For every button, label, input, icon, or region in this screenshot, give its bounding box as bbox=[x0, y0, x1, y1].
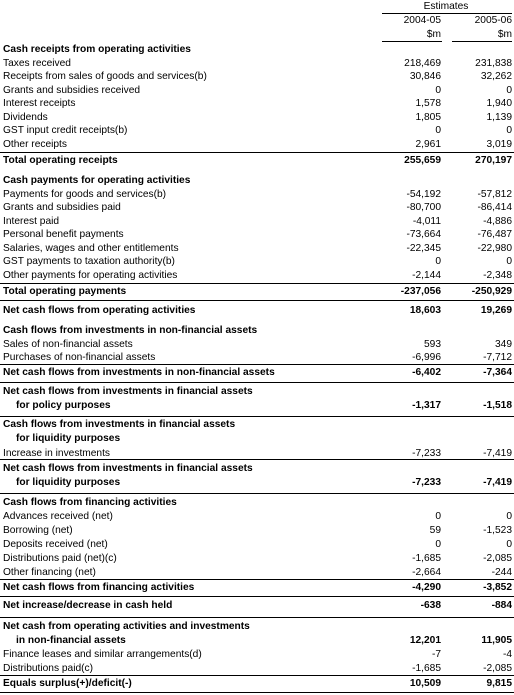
row-label: Purchases of non-financial assets bbox=[3, 352, 156, 363]
value-2005-06: -1,518 bbox=[483, 400, 512, 411]
row-separator bbox=[0, 675, 514, 676]
row-label: Distributions paid (net)(c) bbox=[3, 553, 117, 564]
table-row bbox=[0, 351, 514, 365]
table-row bbox=[0, 285, 514, 299]
col-2004-05-heading: 2004-05 bbox=[403, 15, 441, 26]
value-2005-06: -4,886 bbox=[483, 215, 512, 227]
row-separator bbox=[0, 382, 514, 383]
row-label: Cash flows from financing activities bbox=[3, 497, 177, 508]
row-label: Advances received (net) bbox=[3, 511, 113, 522]
table-row bbox=[0, 620, 514, 634]
col2-unit-rule bbox=[452, 41, 512, 42]
row-separator bbox=[0, 416, 514, 417]
row-label: Cash flows from investments in non-financial assets bbox=[3, 325, 258, 336]
value-2004-05: -7,233 bbox=[412, 477, 441, 488]
value-2004-05: 30,846 bbox=[409, 71, 441, 82]
table-row bbox=[0, 510, 514, 524]
row-label: Deposits received (net) bbox=[3, 539, 108, 550]
row-label: Grants and subsidies paid bbox=[3, 202, 121, 213]
row-separator bbox=[0, 364, 514, 365]
table-row bbox=[0, 634, 514, 648]
value-2004-05: 0 bbox=[435, 84, 441, 96]
value-2005-06: -7,419 bbox=[483, 448, 512, 459]
col-2005-06-unit: $m bbox=[497, 29, 512, 40]
row-separator bbox=[0, 617, 514, 618]
row-label: Increase in investments bbox=[3, 448, 111, 459]
value-2005-06: -57,812 bbox=[477, 188, 512, 200]
value-2004-05: -4,290 bbox=[412, 582, 441, 593]
value-2004-05: -54,192 bbox=[406, 188, 441, 200]
row-label: Sales of non-financial assets bbox=[3, 338, 133, 350]
row-label: Interest receipts bbox=[3, 98, 76, 109]
row-label: Net cash flows from investments in non-financial assets bbox=[3, 367, 275, 378]
table-row bbox=[0, 201, 514, 215]
row-separator bbox=[0, 579, 514, 580]
row-label: GST payments to taxation authority(b) bbox=[3, 256, 175, 267]
row-separator bbox=[0, 300, 514, 301]
value-2005-06: 0 bbox=[506, 539, 512, 550]
table-row bbox=[0, 97, 514, 111]
row-label: Other financing (net) bbox=[3, 567, 96, 578]
value-2004-05: -638 bbox=[420, 600, 441, 611]
value-2005-06: -884 bbox=[491, 600, 512, 611]
value-2005-06: -2,348 bbox=[483, 269, 512, 281]
row-label: Net cash flows from investments in financial assets bbox=[3, 386, 253, 397]
value-2004-05: -6,996 bbox=[412, 352, 441, 363]
table-row bbox=[0, 174, 514, 188]
row-label: Borrowing (net) bbox=[3, 525, 73, 536]
value-2004-05: -73,664 bbox=[406, 229, 441, 240]
table-row bbox=[0, 124, 514, 138]
table-row bbox=[0, 269, 514, 283]
table-row bbox=[0, 70, 514, 84]
value-2005-06: -7,419 bbox=[483, 477, 512, 488]
value-2004-05: -1,685 bbox=[412, 553, 441, 564]
header-year-row bbox=[0, 14, 514, 28]
table-row bbox=[0, 242, 514, 256]
value-2004-05: -237,056 bbox=[400, 286, 441, 297]
row-separator bbox=[0, 152, 514, 153]
value-2005-06: 9,815 bbox=[486, 678, 512, 689]
value-2004-05: 0 bbox=[435, 539, 441, 550]
row-label: Salaries, wages and other entitlements bbox=[3, 242, 179, 254]
row-separator bbox=[0, 283, 514, 284]
value-2005-06: 231,838 bbox=[475, 57, 512, 69]
value-2005-06: -7,364 bbox=[483, 367, 512, 378]
table-row bbox=[0, 476, 514, 490]
value-2005-06: -4 bbox=[502, 649, 512, 660]
row-label: Net cash flows from operating activities bbox=[3, 305, 196, 316]
value-2005-06: -3,852 bbox=[483, 582, 512, 593]
value-2005-06: 0 bbox=[506, 84, 512, 96]
table-row bbox=[0, 366, 514, 380]
row-label: for policy purposes bbox=[16, 400, 111, 411]
table-row bbox=[0, 188, 514, 202]
row-separator bbox=[0, 493, 514, 494]
value-2004-05: 0 bbox=[435, 511, 441, 522]
table-row bbox=[0, 599, 514, 613]
col-2004-05-unit: $m bbox=[426, 29, 441, 40]
value-2004-05: -80,700 bbox=[406, 202, 441, 213]
value-2005-06: -244 bbox=[491, 567, 512, 578]
row-label: for liquidity purposes bbox=[16, 433, 121, 444]
value-2005-06: 0 bbox=[506, 511, 512, 522]
value-2005-06: 1,940 bbox=[486, 98, 512, 109]
table-row bbox=[0, 138, 514, 152]
table-row bbox=[0, 154, 514, 168]
value-2005-06: -250,929 bbox=[471, 286, 512, 297]
table-bottom-rule bbox=[0, 692, 514, 693]
row-label: Other receipts bbox=[3, 138, 67, 150]
value-2005-06: 270,197 bbox=[475, 155, 512, 166]
row-label: Equals surplus(+)/deficit(-) bbox=[3, 678, 132, 689]
table-row bbox=[0, 524, 514, 538]
value-2004-05: 218,469 bbox=[404, 57, 441, 69]
table-row bbox=[0, 43, 514, 57]
row-label: GST input credit receipts(b) bbox=[3, 125, 128, 136]
estimates-heading: Estimates bbox=[423, 1, 469, 12]
value-2005-06: -22,980 bbox=[477, 242, 512, 254]
value-2004-05: 12,201 bbox=[409, 635, 441, 646]
row-label: Other payments for operating activities bbox=[3, 269, 178, 281]
value-2004-05: -2,664 bbox=[412, 567, 441, 578]
value-2004-05: 0 bbox=[435, 125, 441, 136]
row-label: Finance leases and similar arrangements(d) bbox=[3, 649, 202, 660]
table-row bbox=[0, 648, 514, 662]
row-label: Net cash from operating activities and investments bbox=[3, 621, 250, 632]
value-2004-05: -22,345 bbox=[406, 242, 441, 254]
value-2005-06: -76,487 bbox=[477, 229, 512, 240]
value-2005-06: 349 bbox=[495, 338, 512, 350]
table-row bbox=[0, 215, 514, 229]
table-row bbox=[0, 418, 514, 432]
value-2004-05: 0 bbox=[435, 256, 441, 267]
table-row bbox=[0, 255, 514, 269]
table-row bbox=[0, 324, 514, 338]
row-separator bbox=[0, 459, 514, 460]
table-row bbox=[0, 304, 514, 318]
value-2004-05: 2,961 bbox=[415, 138, 441, 150]
value-2005-06: -7,712 bbox=[483, 352, 512, 363]
value-2004-05: 10,509 bbox=[409, 678, 441, 689]
value-2005-06: 1,139 bbox=[486, 111, 512, 123]
value-2005-06: -2,085 bbox=[483, 663, 512, 674]
table-row bbox=[0, 57, 514, 71]
row-label: Net increase/decrease in cash held bbox=[3, 600, 173, 611]
row-label: Dividends bbox=[3, 111, 48, 123]
row-label: Total operating receipts bbox=[3, 155, 118, 166]
table-row bbox=[0, 662, 514, 676]
value-2004-05: -7,233 bbox=[412, 448, 441, 459]
table-row bbox=[0, 552, 514, 566]
header-unit-row bbox=[0, 28, 514, 42]
row-label: Interest paid bbox=[3, 215, 60, 227]
table-row bbox=[0, 538, 514, 552]
row-label: for liquidity purposes bbox=[16, 477, 121, 488]
value-2005-06: 0 bbox=[506, 125, 512, 136]
table-row bbox=[0, 338, 514, 352]
table-row bbox=[0, 228, 514, 242]
value-2005-06: 0 bbox=[506, 256, 512, 267]
value-2004-05: 593 bbox=[424, 338, 441, 350]
value-2005-06: -2,085 bbox=[483, 553, 512, 564]
row-label: Cash receipts from operating activities bbox=[3, 44, 191, 55]
value-2004-05: -2,144 bbox=[412, 269, 441, 281]
value-2005-06: 32,262 bbox=[480, 71, 512, 82]
table-row bbox=[0, 84, 514, 98]
value-2004-05: 1,578 bbox=[415, 98, 441, 109]
value-2004-05: 18,603 bbox=[409, 305, 441, 316]
value-2005-06: -1,523 bbox=[483, 525, 512, 536]
row-label: Taxes received bbox=[3, 57, 71, 69]
table-row bbox=[0, 385, 514, 399]
table-row bbox=[0, 111, 514, 125]
row-label: Cash flows from investments in financial assets bbox=[3, 419, 236, 430]
table-row bbox=[0, 462, 514, 476]
table-row bbox=[0, 677, 514, 691]
table-row bbox=[0, 496, 514, 510]
value-2005-06: -86,414 bbox=[477, 202, 512, 213]
value-2005-06: 11,905 bbox=[481, 635, 512, 646]
value-2004-05: -7 bbox=[431, 649, 441, 660]
table-row bbox=[0, 399, 514, 413]
value-2004-05: -4,011 bbox=[412, 215, 441, 227]
row-label: Net cash flows from financing activities bbox=[3, 582, 195, 593]
value-2004-05: -1,685 bbox=[412, 663, 441, 674]
col-2005-06-heading: 2005-06 bbox=[474, 15, 512, 26]
row-label: Grants and subsidies received bbox=[3, 84, 141, 96]
value-2005-06: 19,269 bbox=[480, 305, 512, 316]
value-2004-05: 59 bbox=[429, 525, 441, 536]
row-label: Cash payments for operating activities bbox=[3, 175, 191, 186]
row-label: Receipts from sales of goods and services(b) bbox=[3, 71, 207, 82]
row-label: Personal benefit payments bbox=[3, 229, 124, 240]
value-2004-05: -1,317 bbox=[412, 400, 441, 411]
value-2004-05: -6,402 bbox=[412, 367, 441, 378]
row-label: Net cash flows from investments in financial assets bbox=[3, 463, 253, 474]
col1-unit-rule bbox=[382, 41, 442, 42]
header-group-row bbox=[0, 0, 514, 14]
table-row bbox=[0, 581, 514, 595]
row-label: in non-financial assets bbox=[16, 635, 126, 646]
value-2004-05: 255,659 bbox=[404, 155, 441, 166]
row-label: Distributions paid(c) bbox=[3, 663, 94, 674]
value-2004-05: 1,805 bbox=[415, 111, 441, 123]
table-row bbox=[0, 566, 514, 580]
table-row bbox=[0, 432, 514, 446]
row-label: Payments for goods and services(b) bbox=[3, 188, 167, 200]
value-2005-06: 3,019 bbox=[486, 138, 512, 150]
row-label: Total operating payments bbox=[3, 286, 127, 297]
row-separator bbox=[0, 596, 514, 597]
